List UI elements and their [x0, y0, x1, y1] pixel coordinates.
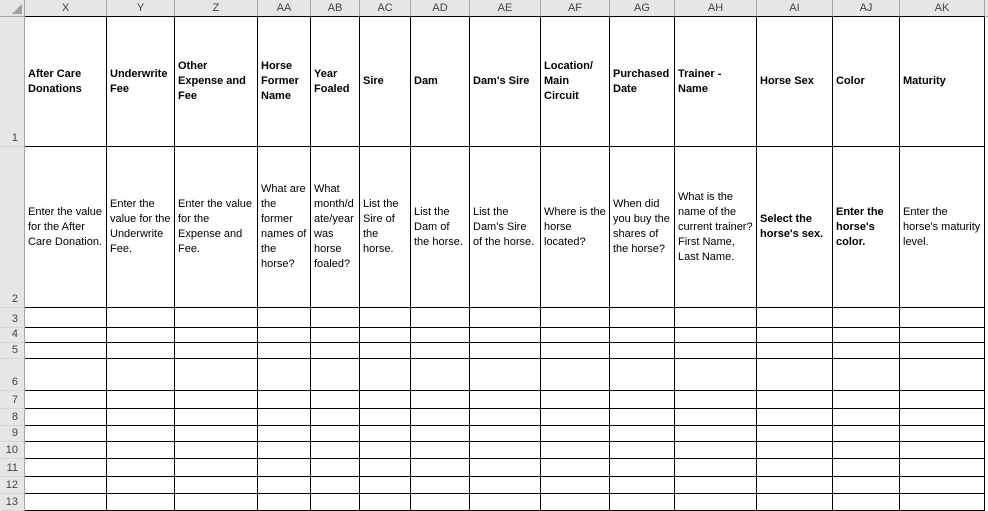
cell-AB8[interactable] — [311, 409, 360, 426]
select-all-triangle-icon — [12, 4, 22, 14]
cell-AH12[interactable] — [675, 477, 757, 494]
cell-AF1[interactable]: Location/ Main Circuit — [541, 17, 610, 147]
cell-AD3[interactable] — [411, 308, 470, 328]
cell-AH13[interactable] — [675, 494, 757, 511]
select-all-button[interactable] — [0, 0, 25, 17]
cell-AC9[interactable] — [360, 426, 411, 442]
column-header-Z[interactable]: Z — [175, 0, 258, 17]
sheet-row-2 — [0, 147, 988, 308]
cell-AG11[interactable] — [610, 459, 675, 477]
cell-AG4[interactable] — [610, 328, 675, 343]
cell-AD13[interactable] — [411, 494, 470, 511]
cell-AE6[interactable] — [470, 359, 541, 391]
cell-AE13[interactable] — [470, 494, 541, 511]
cell-AD5[interactable] — [411, 343, 470, 359]
cell-AK4[interactable] — [900, 328, 985, 343]
cell-AJ11[interactable] — [833, 459, 900, 477]
sheet-row-6 — [0, 359, 988, 391]
cell-AC7[interactable] — [360, 391, 411, 409]
sheet-row-5 — [0, 343, 988, 359]
cell-AJ7[interactable] — [833, 391, 900, 409]
column-header-AC[interactable]: AC — [360, 0, 411, 17]
cell-AC4[interactable] — [360, 328, 411, 343]
cell-AF7[interactable] — [541, 391, 610, 409]
sheet-row-1 — [0, 17, 988, 147]
cell-AC8[interactable] — [360, 409, 411, 426]
row-header-12[interactable]: 12 — [0, 477, 25, 494]
sheet-row-4 — [0, 328, 988, 343]
cell-AF4[interactable] — [541, 328, 610, 343]
cell-AI8[interactable] — [757, 409, 833, 426]
cell-AI13[interactable] — [757, 494, 833, 511]
cell-X3[interactable] — [25, 308, 107, 328]
row-header-4[interactable]: 4 — [0, 328, 25, 343]
cell-AH7[interactable] — [675, 391, 757, 409]
sheet-row-13 — [0, 494, 988, 508]
sheet-row-10 — [0, 442, 988, 459]
cell-AE2[interactable]: List the Dam's Sire of the horse. — [470, 147, 541, 308]
cell-AI6[interactable] — [757, 359, 833, 391]
cell-Z12[interactable] — [175, 477, 258, 494]
cell-AE8[interactable] — [470, 409, 541, 426]
cell-AE5[interactable] — [470, 343, 541, 359]
cell-AB11[interactable] — [311, 459, 360, 477]
cell-Z2[interactable]: Enter the value for the Expense and Fee. — [175, 147, 258, 308]
cell-AA7[interactable] — [258, 391, 311, 409]
cell-AC12[interactable] — [360, 477, 411, 494]
cell-AE3[interactable] — [470, 308, 541, 328]
cell-AC1[interactable]: Sire — [360, 17, 411, 147]
cell-X2[interactable]: Enter the value for the After Care Donation. — [25, 147, 107, 308]
row-header-10[interactable]: 10 — [0, 442, 25, 459]
cell-AA5[interactable] — [258, 343, 311, 359]
cell-X7[interactable] — [25, 391, 107, 409]
cell-AC5[interactable] — [360, 343, 411, 359]
column-header-strip — [0, 0, 988, 17]
cell-AI5[interactable] — [757, 343, 833, 359]
column-header-AI[interactable]: AI — [757, 0, 833, 17]
cell-Y7[interactable] — [107, 391, 175, 409]
cell-Y13[interactable] — [107, 494, 175, 511]
cell-AI2[interactable]: Select the horse's sex. — [757, 147, 833, 308]
cell-AJ13[interactable] — [833, 494, 900, 511]
cell-AI12[interactable] — [757, 477, 833, 494]
cell-X13[interactable] — [25, 494, 107, 511]
column-header-Y[interactable]: Y — [107, 0, 175, 17]
cell-AK10[interactable] — [900, 442, 985, 459]
cell-AA12[interactable] — [258, 477, 311, 494]
cell-AH3[interactable] — [675, 308, 757, 328]
cell-AJ4[interactable] — [833, 328, 900, 343]
cell-AI4[interactable] — [757, 328, 833, 343]
cell-Y12[interactable] — [107, 477, 175, 494]
cell-AF9[interactable] — [541, 426, 610, 442]
cell-AH5[interactable] — [675, 343, 757, 359]
cell-AG12[interactable] — [610, 477, 675, 494]
cell-AB4[interactable] — [311, 328, 360, 343]
cell-AE9[interactable] — [470, 426, 541, 442]
cell-AD12[interactable] — [411, 477, 470, 494]
cell-AC6[interactable] — [360, 359, 411, 391]
sheet-row-8 — [0, 409, 988, 426]
cell-AH11[interactable] — [675, 459, 757, 477]
cell-AG6[interactable] — [610, 359, 675, 391]
cell-X11[interactable] — [25, 459, 107, 477]
cell-AB12[interactable] — [311, 477, 360, 494]
cell-X8[interactable] — [25, 409, 107, 426]
cell-AA2[interactable]: What are the former names of the horse? — [258, 147, 311, 308]
cell-AF3[interactable] — [541, 308, 610, 328]
column-header-X[interactable]: X — [25, 0, 107, 17]
cell-AF6[interactable] — [541, 359, 610, 391]
cell-AC13[interactable] — [360, 494, 411, 511]
cell-AC10[interactable] — [360, 442, 411, 459]
cell-AI3[interactable] — [757, 308, 833, 328]
cell-AJ1[interactable]: Color — [833, 17, 900, 147]
cell-Z13[interactable] — [175, 494, 258, 511]
cell-AG5[interactable] — [610, 343, 675, 359]
row-header-9[interactable]: 9 — [0, 426, 25, 442]
column-header-AJ[interactable]: AJ — [833, 0, 900, 17]
column-header-AA[interactable]: AA — [258, 0, 311, 17]
cell-AB2[interactable]: What month/date/year was horse foaled? — [311, 147, 360, 308]
cell-Y2[interactable]: Enter the value for the Underwrite Fee. — [107, 147, 175, 308]
cell-Z7[interactable] — [175, 391, 258, 409]
cell-AD2[interactable]: List the Dam of the horse. — [411, 147, 470, 308]
cell-X9[interactable] — [25, 426, 107, 442]
column-header-AK[interactable]: AK — [900, 0, 985, 17]
cell-AA10[interactable] — [258, 442, 311, 459]
cell-AK5[interactable] — [900, 343, 985, 359]
cell-AC3[interactable] — [360, 308, 411, 328]
cell-AB7[interactable] — [311, 391, 360, 409]
cell-X5[interactable] — [25, 343, 107, 359]
column-header-AG[interactable]: AG — [610, 0, 675, 17]
cell-X6[interactable] — [25, 359, 107, 391]
sheet-row-7 — [0, 391, 988, 409]
cell-AH8[interactable] — [675, 409, 757, 426]
row-header-13[interactable]: 13 — [0, 494, 25, 511]
cell-AA4[interactable] — [258, 328, 311, 343]
cell-AD9[interactable] — [411, 426, 470, 442]
row-header-1[interactable]: 1 — [0, 17, 25, 147]
cell-AD10[interactable] — [411, 442, 470, 459]
cell-AI11[interactable] — [757, 459, 833, 477]
column-header-AD[interactable]: AD — [411, 0, 470, 17]
cell-AK11[interactable] — [900, 459, 985, 477]
cell-AA8[interactable] — [258, 409, 311, 426]
cell-Z9[interactable] — [175, 426, 258, 442]
cell-X4[interactable] — [25, 328, 107, 343]
cell-AA6[interactable] — [258, 359, 311, 391]
cell-Y5[interactable] — [107, 343, 175, 359]
cell-AK8[interactable] — [900, 409, 985, 426]
cell-AE1[interactable]: Dam's Sire — [470, 17, 541, 147]
cell-AG13[interactable] — [610, 494, 675, 511]
cell-AH2[interactable]: What is the name of the current trainer? First Name, Last Name. — [675, 147, 757, 308]
cell-Z10[interactable] — [175, 442, 258, 459]
cell-AG3[interactable] — [610, 308, 675, 328]
cell-Z4[interactable] — [175, 328, 258, 343]
row-header-8[interactable]: 8 — [0, 409, 25, 426]
cell-Z1[interactable]: Other Expense and Fee — [175, 17, 258, 147]
row-header-11[interactable]: 11 — [0, 459, 25, 477]
cell-AJ2[interactable]: Enter the horse's color. — [833, 147, 900, 308]
cell-AE4[interactable] — [470, 328, 541, 343]
column-header-AH[interactable]: AH — [675, 0, 757, 17]
cell-AI10[interactable] — [757, 442, 833, 459]
row-header-3[interactable]: 3 — [0, 308, 25, 328]
sheet-row-11 — [0, 459, 988, 477]
cell-AE7[interactable] — [470, 391, 541, 409]
cell-AF5[interactable] — [541, 343, 610, 359]
cell-Z11[interactable] — [175, 459, 258, 477]
cell-AA11[interactable] — [258, 459, 311, 477]
sheet-row-12 — [0, 477, 988, 494]
cell-Y9[interactable] — [107, 426, 175, 442]
cell-AI7[interactable] — [757, 391, 833, 409]
cell-AH1[interactable]: Trainer - Name — [675, 17, 757, 147]
cell-AD7[interactable] — [411, 391, 470, 409]
cell-AJ6[interactable] — [833, 359, 900, 391]
cell-AG8[interactable] — [610, 409, 675, 426]
cell-AE12[interactable] — [470, 477, 541, 494]
row-header-2[interactable]: 2 — [0, 147, 25, 308]
cell-AJ12[interactable] — [833, 477, 900, 494]
column-header-AF[interactable]: AF — [541, 0, 610, 17]
cell-AF2[interactable]: Where is the horse located? — [541, 147, 610, 308]
column-header-AB[interactable]: AB — [311, 0, 360, 17]
cell-AH9[interactable] — [675, 426, 757, 442]
cell-AG2[interactable]: When did you buy the shares of the horse? — [610, 147, 675, 308]
cell-AF11[interactable] — [541, 459, 610, 477]
cell-AJ9[interactable] — [833, 426, 900, 442]
grid-body — [0, 17, 988, 508]
cell-AF8[interactable] — [541, 409, 610, 426]
cell-AB3[interactable] — [311, 308, 360, 328]
cell-AA1[interactable]: Horse Former Name — [258, 17, 311, 147]
cell-AF10[interactable] — [541, 442, 610, 459]
cell-Z5[interactable] — [175, 343, 258, 359]
cell-AC2[interactable]: List the Sire of the horse. — [360, 147, 411, 308]
cell-AB1[interactable]: Year Foaled — [311, 17, 360, 147]
cell-AK1[interactable]: Maturity — [900, 17, 985, 147]
cell-AD8[interactable] — [411, 409, 470, 426]
cell-AJ3[interactable] — [833, 308, 900, 328]
cell-AB9[interactable] — [311, 426, 360, 442]
cell-AJ8[interactable] — [833, 409, 900, 426]
cell-AH4[interactable] — [675, 328, 757, 343]
cell-Z3[interactable] — [175, 308, 258, 328]
cell-AK13[interactable] — [900, 494, 985, 511]
cell-AK12[interactable] — [900, 477, 985, 494]
cell-AB10[interactable] — [311, 442, 360, 459]
cell-Z8[interactable] — [175, 409, 258, 426]
cell-AK9[interactable] — [900, 426, 985, 442]
cell-AB5[interactable] — [311, 343, 360, 359]
cell-AK7[interactable] — [900, 391, 985, 409]
cell-AD1[interactable]: Dam — [411, 17, 470, 147]
cell-AJ10[interactable] — [833, 442, 900, 459]
cell-AE11[interactable] — [470, 459, 541, 477]
cell-AF12[interactable] — [541, 477, 610, 494]
cell-AD6[interactable] — [411, 359, 470, 391]
cell-Z6[interactable] — [175, 359, 258, 391]
cell-Y8[interactable] — [107, 409, 175, 426]
cell-AI9[interactable] — [757, 426, 833, 442]
cell-AD4[interactable] — [411, 328, 470, 343]
cell-AK6[interactable] — [900, 359, 985, 391]
cell-AH10[interactable] — [675, 442, 757, 459]
cell-Y4[interactable] — [107, 328, 175, 343]
cell-AH6[interactable] — [675, 359, 757, 391]
cell-AB13[interactable] — [311, 494, 360, 511]
cell-Y11[interactable] — [107, 459, 175, 477]
cell-AB6[interactable] — [311, 359, 360, 391]
row-header-7[interactable]: 7 — [0, 391, 25, 409]
row-header-5[interactable]: 5 — [0, 343, 25, 359]
sheet-row-9 — [0, 426, 988, 442]
cell-AD11[interactable] — [411, 459, 470, 477]
cell-Y3[interactable] — [107, 308, 175, 328]
column-header-AE[interactable]: AE — [470, 0, 541, 17]
cell-AK2[interactable]: Enter the horse's maturity level. — [900, 147, 985, 308]
cell-Y1[interactable]: Underwrite Fee — [107, 17, 175, 147]
cell-AA13[interactable] — [258, 494, 311, 511]
cell-AE10[interactable] — [470, 442, 541, 459]
cell-AG9[interactable] — [610, 426, 675, 442]
cell-AF13[interactable] — [541, 494, 610, 511]
cell-AA3[interactable] — [258, 308, 311, 328]
cell-AG7[interactable] — [610, 391, 675, 409]
cell-Y6[interactable] — [107, 359, 175, 391]
cell-AK3[interactable] — [900, 308, 985, 328]
cell-X10[interactable] — [25, 442, 107, 459]
cell-AI1[interactable]: Horse Sex — [757, 17, 833, 147]
row-header-6[interactable]: 6 — [0, 359, 25, 391]
cell-AA9[interactable] — [258, 426, 311, 442]
cell-AC11[interactable] — [360, 459, 411, 477]
cell-X1[interactable]: After Care Donations — [25, 17, 107, 147]
cell-AG10[interactable] — [610, 442, 675, 459]
cell-AJ5[interactable] — [833, 343, 900, 359]
cell-AG1[interactable]: Purchased Date — [610, 17, 675, 147]
sheet-row-3 — [0, 308, 988, 328]
cell-X12[interactable] — [25, 477, 107, 494]
cell-Y10[interactable] — [107, 442, 175, 459]
